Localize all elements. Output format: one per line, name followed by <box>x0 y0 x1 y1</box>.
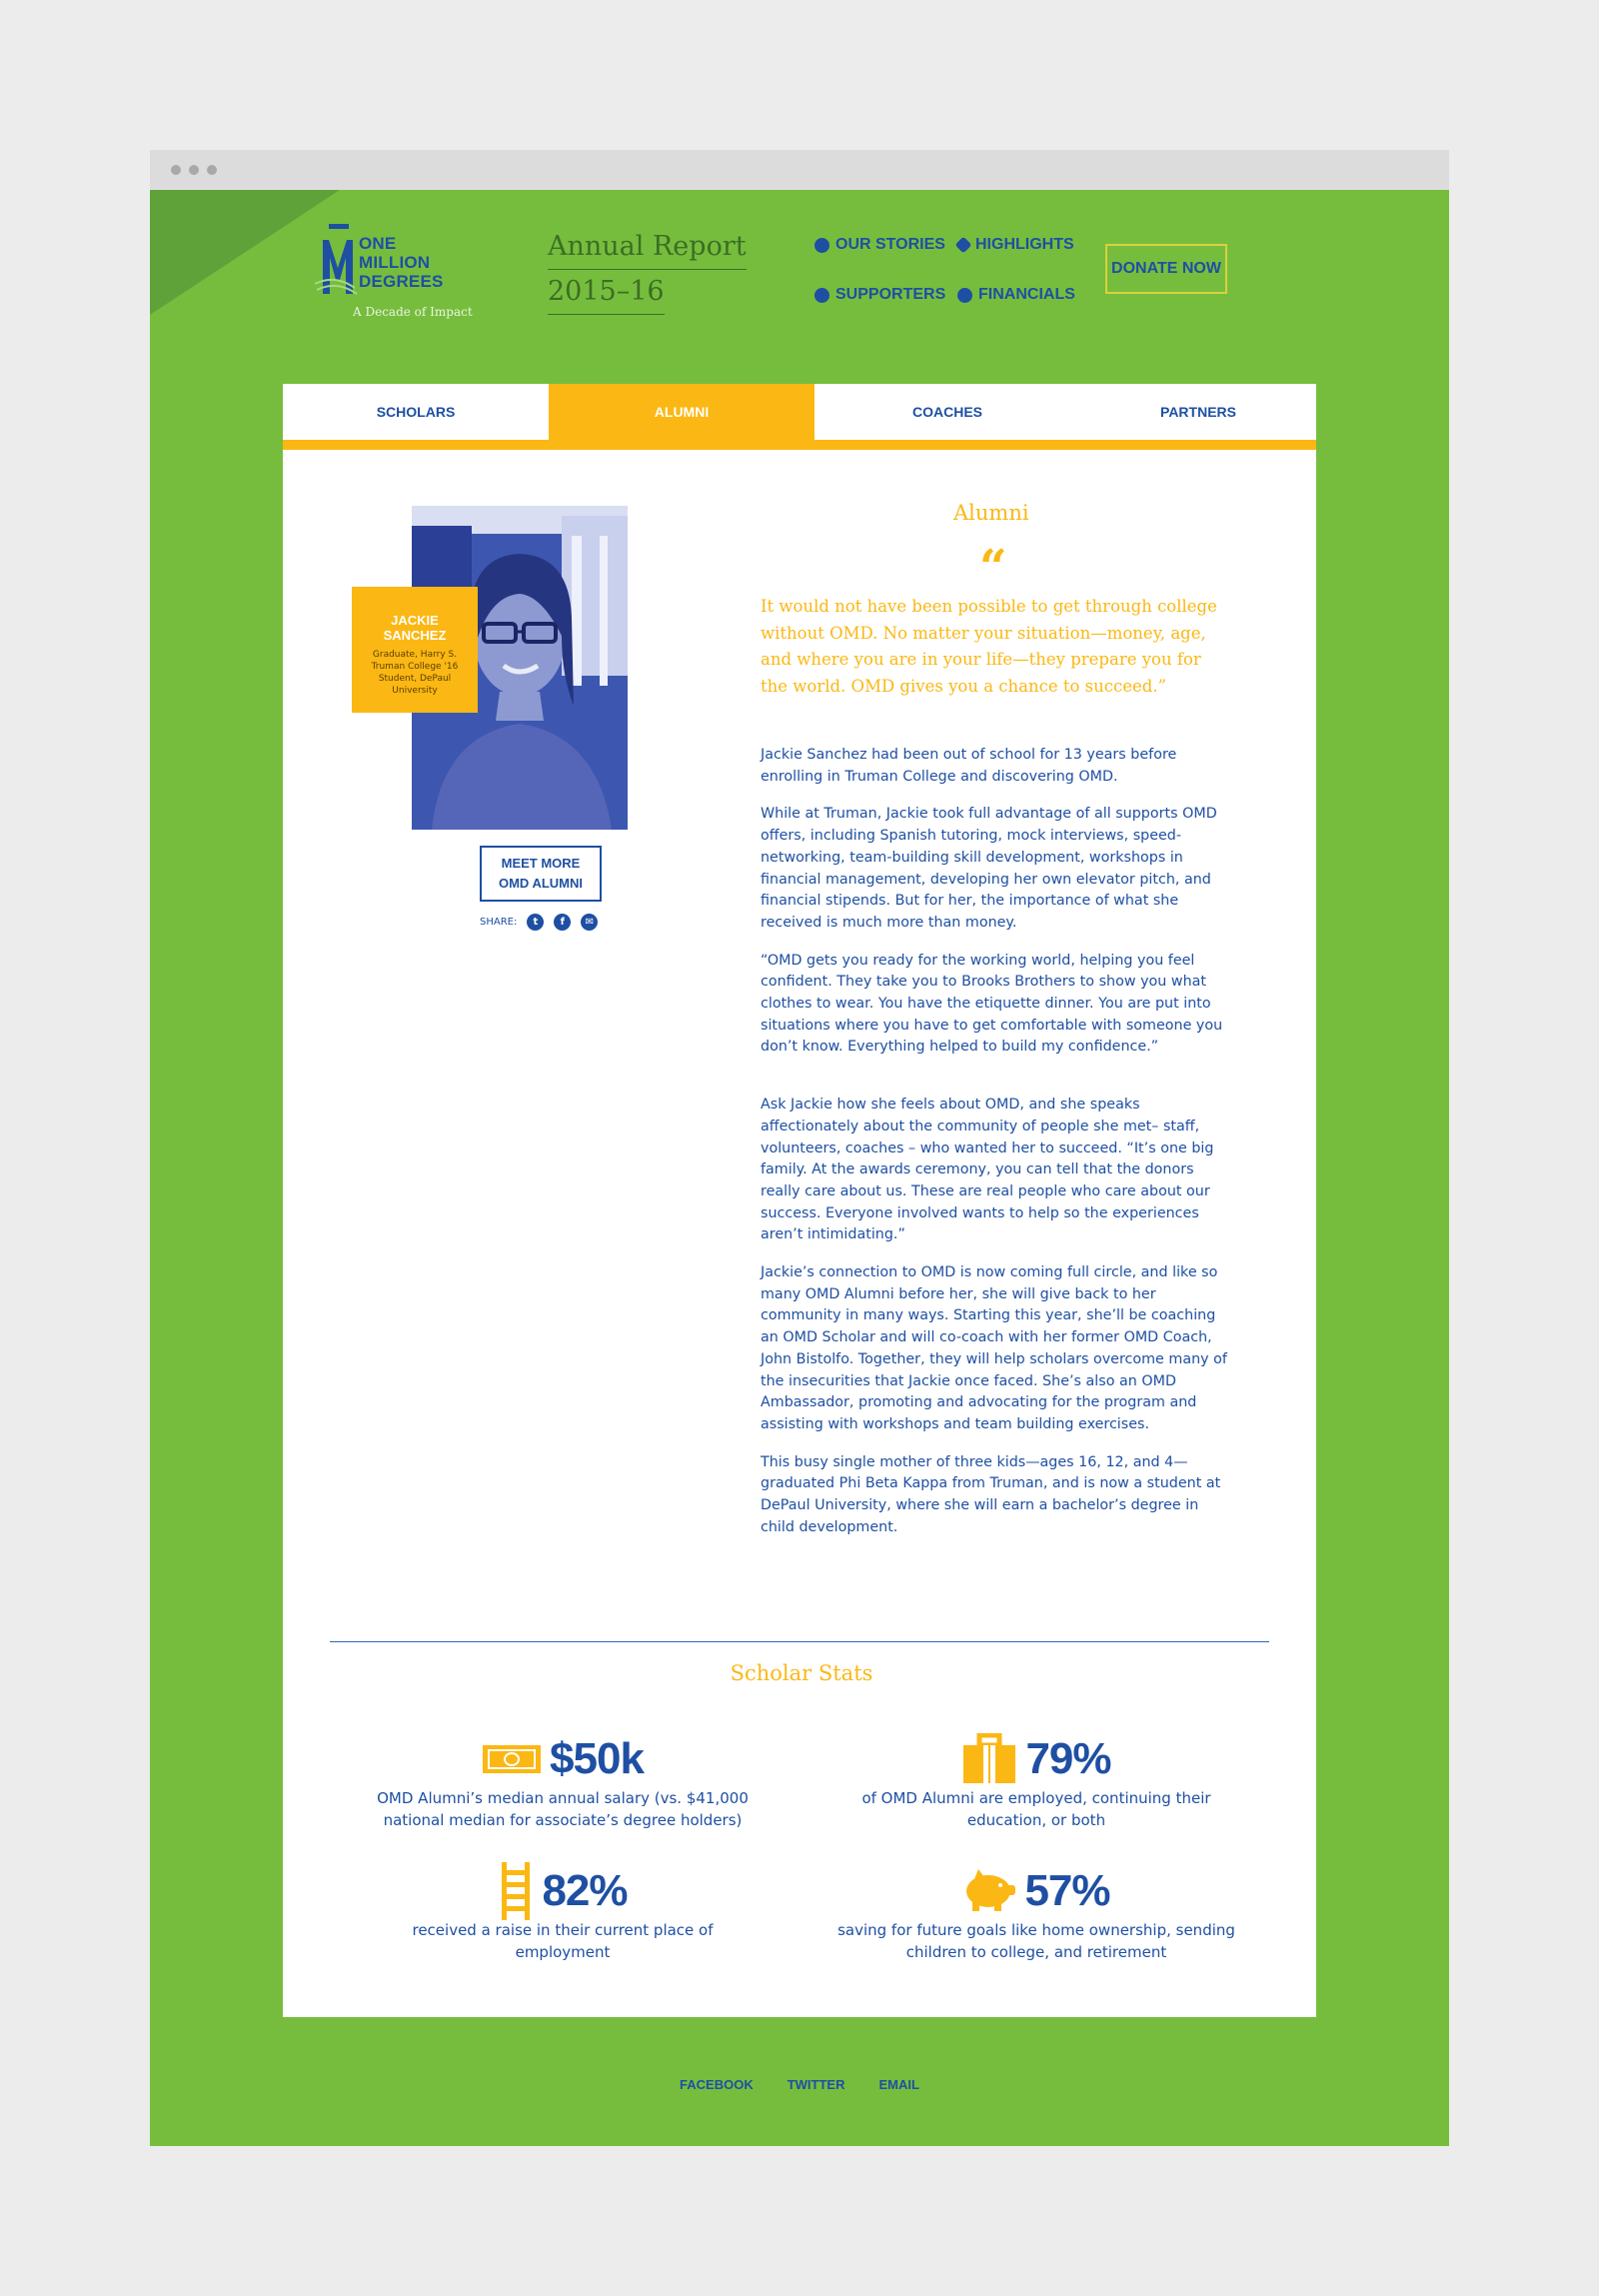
nav-supporters[interactable]: SUPPORTERS <box>814 286 945 304</box>
footer-twitter-link[interactable]: TWITTER <box>787 2077 845 2092</box>
tab-alumni[interactable]: ALUMNI <box>549 384 814 440</box>
browser-window <box>150 150 1449 2146</box>
story-paragraph: “OMD gets you ready for the working world, helping you feel confident. They take you to Brooks Brothers to show you what clothes to wear. You have the etiquette dinner. You are put into situations where you have to get comfortable with someone you don’t know. Everything helped to build my confidence.” <box>761 952 1223 1056</box>
corner-decoration <box>150 190 340 315</box>
ladder-icon <box>498 1862 534 1920</box>
stat-saving <box>836 1863 1236 1963</box>
share-bar <box>480 914 598 931</box>
story-body <box>761 745 1230 1555</box>
footer-facebook-link[interactable]: FACEBOOK <box>680 2077 754 2092</box>
dollar-icon <box>957 288 972 303</box>
stat-employment <box>836 1731 1236 1831</box>
quote-mark-icon: “ <box>979 540 1007 596</box>
logo-mark-icon <box>315 222 361 302</box>
meet-more-alumni-button[interactable]: MEET MORE OMD ALUMNI <box>480 846 602 902</box>
facebook-icon[interactable]: f <box>554 914 571 931</box>
browser-titlebar <box>150 150 1449 190</box>
donate-button[interactable]: DONATE NOW <box>1105 244 1227 294</box>
story-paragraph: This busy single mother of three kids—ages 16, 12, and 4—graduated Phi Beta Kappa from Truman, and is now a student at DePaul University, where she will earn a bachelor’s degree in child development. <box>761 1453 1221 1535</box>
stat-raise <box>363 1863 763 1963</box>
profile-name-card <box>352 587 478 713</box>
story-paragraph: Jackie’s connection to OMD is now coming full circle, and like so many OMD Alumni before her, she will give back to her community in many ways. Starting this year, she’ll be coaching an OMD Scholar and will co-coach with her former OMD Coach, John Bistolfo. Together, they will help scholars overcome many of the insecurities that Jackie once faced. She’s also an OMD Ambassador, promoting and advocating for the program and assisting with workshops and team building exercises. <box>761 1264 1227 1432</box>
content-card <box>283 384 1316 2017</box>
email-icon[interactable]: ✉ <box>581 914 598 931</box>
section-divider <box>330 1641 1269 1642</box>
logo-tagline: A Decade of Impact <box>353 305 473 319</box>
profile-name: JACKIE SANCHEZ <box>383 613 447 643</box>
gear-icon <box>955 237 972 254</box>
footer-links <box>150 2077 1449 2092</box>
section-title-scholar-stats: Scholar Stats <box>730 1661 873 1685</box>
footer-email-link[interactable]: EMAIL <box>878 2077 919 2092</box>
stat-value: $50k <box>550 1734 644 1783</box>
window-minimize-dot[interactable] <box>189 165 199 175</box>
heart-icon <box>814 288 829 303</box>
section-title-alumni: Alumni <box>953 501 1029 525</box>
piggy-bank-icon <box>962 1869 1016 1913</box>
window-close-dot[interactable] <box>171 165 181 175</box>
stat-description: OMD Alumni’s median annual salary (vs. $41,000 national median for associate’s degree holders) <box>377 1789 749 1829</box>
stat-description: of OMD Alumni are employed, continuing their education, or both <box>861 1789 1211 1829</box>
tab-scholars[interactable]: SCHOLARS <box>376 404 456 420</box>
report-title: Annual Report 2015–16 <box>548 225 747 315</box>
nav-our-stories[interactable]: OUR STORIES <box>814 236 945 254</box>
tab-bar <box>283 384 1316 450</box>
pull-quote: It would not have been possible to get through college without OMD. No matter your situation—money, age, and where you are in your life—they prepare you for the world. OMD gives you a chance to succeed.” <box>761 597 1217 696</box>
omd-logo[interactable] <box>315 222 475 322</box>
tab-coaches[interactable]: COACHES <box>911 404 982 420</box>
twitter-icon[interactable]: t <box>527 914 544 931</box>
stat-value: 57% <box>1024 1866 1110 1915</box>
story-paragraph: While at Truman, Jackie took full advantage of all supports OMD offers, including Spanish tutoring, mock interviews, speed-networking, team-building skill development, workshops in financial management, developing her own elevator pitch, and financial stipends. But for her, the importance of what she received is much more than money. <box>761 806 1217 931</box>
stat-value: 82% <box>542 1866 628 1915</box>
tab-partners[interactable]: PARTNERS <box>1160 404 1236 420</box>
story-paragraph: Ask Jackie how she feels about OMD, and she speaks affectionately about the community of people she met– staff, volunteers, coaches – who wanted her to succeed. “It’s one big family. At the awards ceremony, you can tell that the donors really care about us. These are real people who care about our success. Everyone involved wants to help so the experiences aren’t intimidating.” <box>761 1097 1214 1243</box>
logo-text: ONE MILLION DEGREES <box>359 234 444 291</box>
nav-financials[interactable]: FINANCIALS <box>957 286 1075 304</box>
stat-salary <box>363 1731 763 1831</box>
nav-highlights[interactable]: HIGHLIGHTS <box>957 236 1074 254</box>
stat-description: received a raise in their current place of employment <box>412 1921 714 1961</box>
user-circle-icon <box>814 238 829 253</box>
share-label: SHARE: <box>480 917 518 928</box>
story-paragraph: Jackie Sanchez had been out of school for 13 years before enrolling in Truman College and discovering OMD. <box>761 747 1177 785</box>
stat-value: 79% <box>1025 1734 1111 1783</box>
money-icon <box>482 1741 542 1777</box>
briefcase-icon <box>961 1733 1017 1785</box>
window-maximize-dot[interactable] <box>207 165 217 175</box>
stat-description: saving for future goals like home ownership, sending children to college, and retirement <box>837 1921 1235 1961</box>
profile-caption: Graduate, Harry S. Truman College '16 Student, DePaul University <box>371 650 459 696</box>
